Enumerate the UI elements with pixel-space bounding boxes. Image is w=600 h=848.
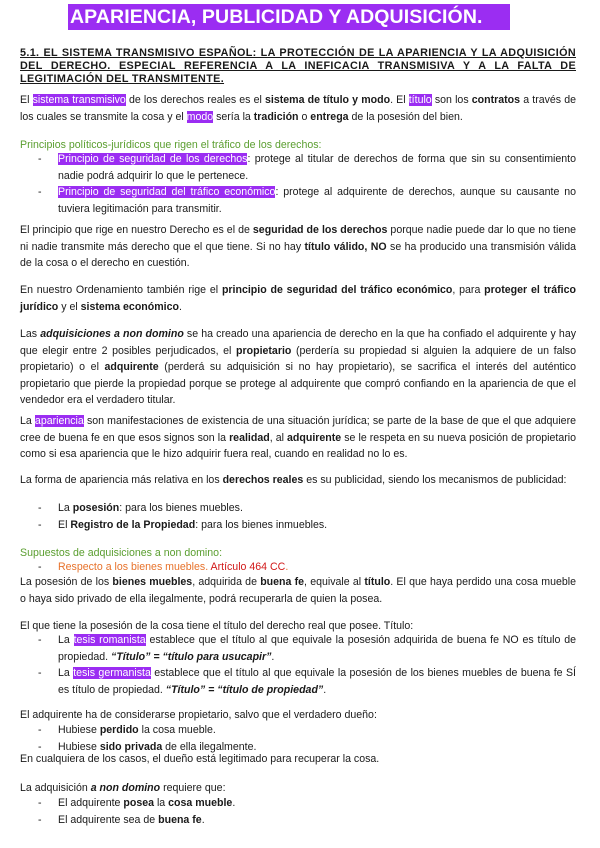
list-item: - La posesión: para los bienes muebles. — [20, 500, 576, 517]
paragraph-apariencia: La apariencia son manifestaciones de existencia de una situación jurídica; se parte de la base de que el que adquiere cree de buena fe en que esos signos son la realidad, al adquirente se le respeta en su nueva posición de propietario como si esa apariencia que le hizo adquirir fuera real, cuando en realidad no lo es. — [20, 415, 577, 461]
highlight: modo — [186, 110, 214, 123]
publicidad-list — [20, 500, 576, 533]
highlight: título — [408, 94, 432, 106]
highlight: Principio de seguridad de los derechos — [58, 153, 248, 165]
paragraph-trafico-economico: En nuestro Ordenamiento también rige el principio de seguridad del tráfico económico, para proteger el tráfico jurídico y el sistema económico. — [20, 284, 576, 313]
paragraph-dueno-legitimado: En cualquiera de los casos, el dueño está legitimado para recuperar la cosa. — [20, 753, 380, 765]
list-item: - La tesis romanista establece que el título al que equivale la posesión adquirida de buena fe NO es título de propiedad. “Título” = “título para usucapir”. — [20, 632, 576, 665]
paragraph-requisitos-intro: La adquisición a non domino requiere que: — [20, 782, 226, 794]
principios-title: Principios políticos-jurídicos que rigen el tráfico de los derechos: — [20, 139, 322, 151]
list-item: - Hubiese perdido la cosa mueble. — [20, 722, 576, 739]
principios-list — [20, 151, 576, 217]
highlight: tesis romanista — [73, 634, 146, 646]
list-item: - El Registro de la Propiedad: para los bienes inmuebles. — [20, 517, 576, 534]
highlight: apariencia — [34, 415, 84, 427]
requisitos-list — [20, 795, 576, 828]
list-item: - Principio de seguridad de los derechos: protege al titular de derechos de forma que sin su consentimiento nadie podrá adquirir lo que le pertenece. — [20, 151, 576, 184]
list-item: - El adquirente posea la cosa mueble. — [20, 795, 576, 812]
list-item: - Hubiese sido privada de ella ilegalmente. — [20, 739, 576, 756]
paragraph-titulo-intro: El que tiene la posesión de la cosa tiene el título del derecho real que posee. Título: — [20, 620, 414, 632]
highlight: Principio de seguridad del tráfico económico — [58, 186, 276, 199]
paragraph-bienes-muebles: La posesión de los bienes muebles, adquirida de buena fe, equivale al título. El que haya perdido una cosa mueble o haya sido privado de ella ilegalmente, podrá recuperarla de quien la posea. — [20, 576, 576, 605]
supuestos-title: Supuestos de adquisiciones a non domino: — [20, 547, 223, 559]
highlight: sistema transmisivo — [32, 94, 126, 106]
list-item: - El adquirente sea de buena fe. — [20, 812, 576, 829]
paragraph-non-domino: Las adquisiciones a non domino se ha creado una apariencia de derecho en la que ha confiado el adquirente y hay que elegir entre 2 posibles perjudicados, el propietario (perdería su propiedad si alguien la adquiere de un falso propietario) o el adquirente (perderá su adquisición si no hay propietario), se sacrifica el interés del auténtico propietario que pierde la propiedad porque se protege al adquirente que compró confiando en la apariencia de que el vendedor era el verdadero titular. — [20, 328, 577, 407]
list-item: - La tesis germanista establece que el título al que equivale la posesión de los bienes muebles de buena fe SÍ es título de propiedad. “Título” = “título de propiedad”. — [20, 665, 576, 698]
paragraph-sistema-transmisivo: El sistema transmisivo de los derechos reales es el sistema de título y modo. El título son los contratos a través de los cuales se transmite la cosa y el modo sería la tradición o entrega de la posesión del bien. — [20, 94, 577, 123]
tesis-list — [20, 632, 576, 698]
paragraph-propietario-intro: El adquirente ha de considerarse propietario, salvo que el verdadero dueño: — [20, 709, 377, 721]
paragraph-publicidad: La forma de apariencia más relativa en los derechos reales es su publicidad, siendo los mecanismos de publicidad: — [20, 474, 567, 486]
highlight: tesis germanista — [73, 667, 151, 680]
document-title: APARIENCIA, PUBLICIDAD Y ADQUISICIÓN. — [68, 4, 510, 30]
paragraph-seguridad-derechos: El principio que rige en nuestro Derecho es el de seguridad de los derechos porque nadie puede dar lo que no tiene ni nadie transmite más derecho que el que tiene. Si no hay título válido, NO se ha producido una transmisión válida de la cosa o el derecho en cuestión. — [20, 224, 577, 270]
list-item: - Principio de seguridad del tráfico económico: protege al adquirente de derechos, aunque su causante no tuviera legitimación para transmitir. — [20, 184, 576, 217]
list-item: - Respecto a los bienes muebles. Artículo 464 CC. — [20, 559, 576, 576]
section-heading: 5.1. EL SISTEMA TRANSMISIVO ESPAÑOL: LA PROTECCIÓN DE LA APARIENCIA Y LA ADQUISICIÓN DEL DERECHO. ESPECIAL REFERENCIA A LA INEFICACIA TRANSMISIVA Y A LA FALTA DE LEGITIMACIÓN DEL TRANSMITENTE. — [20, 47, 576, 86]
